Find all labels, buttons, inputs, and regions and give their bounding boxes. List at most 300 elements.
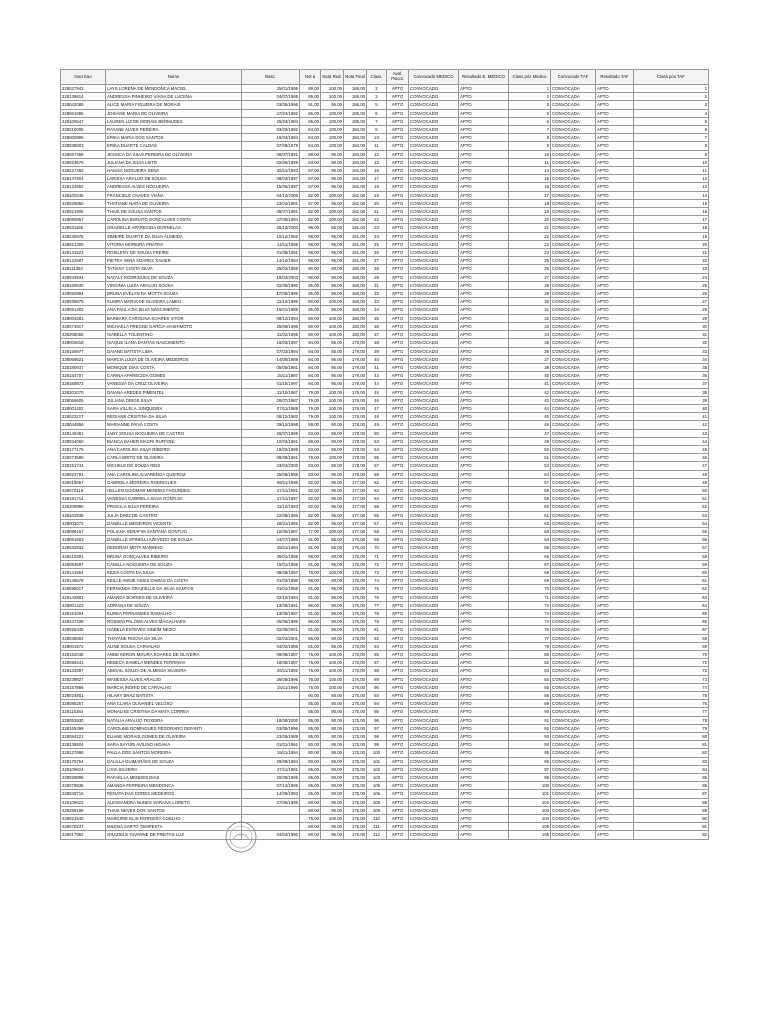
table-cell: CONVOCADO — [409, 733, 459, 741]
table-row — [61, 322, 709, 330]
table-cell: APTO — [596, 503, 634, 511]
table-cell: 82 — [634, 749, 709, 757]
table-cell: 16 — [367, 167, 387, 175]
table-cell: 91 — [509, 716, 551, 724]
table-cell: CONVOCADO — [409, 216, 459, 224]
table-cell: APTO — [459, 355, 509, 363]
table-row — [61, 437, 709, 445]
table-cell: 176,00 — [344, 610, 367, 618]
table-cell: SARA VILLELA JUNQUEIRA — [106, 404, 242, 412]
table-cell: 7 — [509, 126, 551, 134]
table-cell: APTO — [387, 667, 409, 675]
table-cell: APTO — [387, 765, 409, 773]
table-cell: 81 — [634, 741, 709, 749]
table-cell: 44 — [509, 404, 551, 412]
table-cell: CONVOCADO — [409, 519, 459, 527]
table-cell: 175,00 — [344, 733, 367, 741]
table-cell: 228025850 — [61, 199, 106, 207]
table-cell: 228116384 — [61, 708, 106, 716]
table-cell: 25/11/1993 — [242, 167, 300, 175]
table-cell: ELMIRA MARIA DE OLIVEIRA LAMEU — [106, 298, 242, 306]
table-cell: 80,00 — [300, 331, 321, 339]
table-cell: 95,00 — [321, 372, 344, 380]
table-cell: 228122687 — [61, 257, 106, 265]
table-cell: APTO — [387, 167, 409, 175]
table-cell: CONVOCADA — [551, 692, 596, 700]
table-cell: 16/04/1994 — [242, 134, 300, 142]
table-cell: APTO — [596, 692, 634, 700]
table-cell: 10/03/1991 — [242, 437, 300, 445]
table-cell: 37 — [634, 380, 709, 388]
table-cell: 71 — [634, 659, 709, 667]
table-cell: 100,00 — [321, 815, 344, 823]
table-cell: 90,00 — [321, 765, 344, 773]
table-cell: APTO — [596, 790, 634, 798]
table-row — [61, 355, 709, 363]
table-row — [61, 692, 709, 700]
table-cell: CONVOCADO — [409, 741, 459, 749]
table-cell: 11 — [509, 158, 551, 166]
table-cell: 86,00 — [300, 249, 321, 257]
table-cell: 228138504 — [61, 741, 106, 749]
table-cell: CONVOCADO — [409, 208, 459, 216]
table-cell: 101 — [367, 757, 387, 765]
table-cell: 89 — [367, 675, 387, 683]
table-cell: 28 — [367, 265, 387, 273]
table-cell: 37 — [509, 355, 551, 363]
table-cell: 95,00 — [321, 610, 344, 618]
table-cell: 184,00 — [344, 126, 367, 134]
table-cell: 69 — [509, 577, 551, 585]
table-cell: APTO — [387, 815, 409, 823]
table-cell: 85,00 — [321, 339, 344, 347]
table-cell: 228146579 — [61, 577, 106, 585]
table-cell: 83,00 — [300, 445, 321, 453]
table-cell: 40 — [509, 372, 551, 380]
table-cell: APTO — [387, 757, 409, 765]
table-cell: 100,00 — [321, 651, 344, 659]
table-row — [61, 610, 709, 618]
table-cell: 228227492 — [61, 167, 106, 175]
table-row — [61, 798, 709, 806]
table-cell: 95,00 — [321, 757, 344, 765]
table-cell: 90,00 — [321, 577, 344, 585]
table-cell: 86,00 — [300, 601, 321, 609]
table-cell: CONVOCADO — [409, 183, 459, 191]
table-cell: 100,00 — [321, 298, 344, 306]
table-cell: MARCIA INGRID DE CARVALHO — [106, 683, 242, 691]
table-cell: 100,00 — [321, 109, 344, 117]
table-cell: APTO — [387, 610, 409, 618]
table-cell: 02/06/2001 — [242, 626, 300, 634]
table-cell: 4 — [634, 109, 709, 117]
table-cell: MARCIRIE ELIS FERREIRA COELHO — [106, 815, 242, 823]
table-cell: RAYANE ALVES PEREIRA — [106, 126, 242, 134]
table-row — [61, 421, 709, 429]
table-cell: CONVOCADA — [551, 495, 596, 503]
table-cell: ELIANE MORAIS GOMES DE OLIVEIRA — [106, 733, 242, 741]
table-cell: 65 — [634, 610, 709, 618]
table-cell: 19 — [634, 232, 709, 240]
table-cell: CONVOCADA — [551, 601, 596, 609]
table-cell: CONVOCADA — [551, 281, 596, 289]
table-cell: 95,00 — [321, 470, 344, 478]
table-cell: 177,00 — [344, 511, 367, 519]
table-cell: CONVOCADA — [551, 142, 596, 150]
table-cell: 52 — [634, 503, 709, 511]
table-cell: 29/12/1998 — [242, 421, 300, 429]
table-cell: LARISSA ARAUJO DE SOUSA — [106, 175, 242, 183]
table-cell: APTO — [459, 388, 509, 396]
table-cell: APTO — [596, 601, 634, 609]
table-cell: 228001423 — [61, 601, 106, 609]
table-cell: 95,00 — [321, 232, 344, 240]
table-cell: APTO — [459, 372, 509, 380]
table-cell: 18 — [509, 199, 551, 207]
table-cell: 176,00 — [344, 536, 367, 544]
table-cell: 62 — [509, 519, 551, 527]
table-cell: APTO — [387, 404, 409, 412]
table-row — [61, 388, 709, 396]
table-cell: APTO — [596, 331, 634, 339]
table-cell: 228080857 — [61, 216, 106, 224]
table-cell: 38 — [367, 339, 387, 347]
table-cell: APTO — [387, 421, 409, 429]
table-cell: 95,00 — [321, 150, 344, 158]
table-cell: 11/10/1987 — [242, 388, 300, 396]
table-cell: 8 — [634, 142, 709, 150]
table-cell: 31 — [367, 281, 387, 289]
table-cell: 228004281 — [61, 314, 106, 322]
table-cell: CONVOCADA — [551, 273, 596, 281]
table-cell: TATIANY COSTA SILVA — [106, 265, 242, 273]
table-cell: CONVOCADA — [551, 298, 596, 306]
table-cell: CONVOCADA — [551, 150, 596, 158]
table-cell: 90,00 — [321, 708, 344, 716]
table-cell: 22 — [367, 216, 387, 224]
table-cell: APTO — [459, 462, 509, 470]
table-cell: 57 — [634, 544, 709, 552]
table-cell: 228024801 — [61, 692, 106, 700]
table-cell: 25/03/1998 — [242, 265, 300, 273]
table-cell: 78 — [634, 716, 709, 724]
table-cell: APTO — [459, 183, 509, 191]
table-row — [61, 511, 709, 519]
table-cell: 14/05/1988 — [242, 355, 300, 363]
table-cell: 228049716 — [61, 790, 106, 798]
table-row — [61, 774, 709, 782]
table-cell: CONVOCADO — [409, 331, 459, 339]
table-cell: 28/01/1992 — [242, 519, 300, 527]
table-cell: 87 — [367, 659, 387, 667]
table-row — [61, 478, 709, 486]
table-cell: APTO — [459, 437, 509, 445]
table-cell: 228084221 — [61, 733, 106, 741]
table-row — [61, 831, 709, 839]
table-cell: 228105622 — [61, 798, 106, 806]
table-cell: 178,00 — [344, 421, 367, 429]
table-cell: CONVOCADO — [409, 306, 459, 314]
table-cell: APTO — [596, 815, 634, 823]
table-cell: APTO — [387, 536, 409, 544]
table-row — [61, 700, 709, 708]
table-cell: 94,00 — [300, 347, 321, 355]
table-cell: 36 — [634, 372, 709, 380]
table-cell: 176,00 — [344, 552, 367, 560]
table-cell: 6 — [509, 117, 551, 125]
table-cell: APTO — [459, 445, 509, 453]
col-class-pos-taf: Class pós TAF — [634, 70, 709, 85]
table-cell: CONVOCADA — [551, 372, 596, 380]
table-cell: 54 — [367, 445, 387, 453]
table-cell: 45 — [634, 445, 709, 453]
table-cell: 60 — [509, 503, 551, 511]
table-cell: 6 — [367, 109, 387, 117]
table-cell: 42 — [509, 388, 551, 396]
table-cell: 67 — [509, 560, 551, 568]
table-cell: 228109624 — [61, 765, 106, 773]
table-cell: 22/08/1996 — [242, 511, 300, 519]
table-cell: CONVOCADO — [409, 150, 459, 158]
table-cell: CONVOCADO — [409, 544, 459, 552]
table-cell: 63 — [367, 486, 387, 494]
table-cell: 25/11/1994 — [242, 544, 300, 552]
table-cell: CONVOCADO — [409, 454, 459, 462]
table-cell: 228032832 — [61, 544, 106, 552]
table-cell: APTO — [596, 445, 634, 453]
table-cell: APTO — [459, 765, 509, 773]
table-cell: RENATA DAS DORES MEDEIROS — [106, 790, 242, 798]
table-cell: 33 — [509, 322, 551, 330]
table-cell: 80,00 — [300, 298, 321, 306]
table-cell: CONVOCADO — [409, 249, 459, 257]
table-cell: 100,00 — [321, 322, 344, 330]
table-cell: 176,00 — [344, 568, 367, 576]
table-cell: 228051302 — [61, 306, 106, 314]
table-cell: APTO — [387, 142, 409, 150]
table-cell: 82,00 — [300, 216, 321, 224]
table-cell: 228000998 — [61, 134, 106, 142]
table-cell: APTO — [387, 798, 409, 806]
table-cell: CONVOCADO — [409, 134, 459, 142]
table-cell: CONVOCADA — [551, 380, 596, 388]
table-cell: 25/01/1995 — [242, 85, 300, 93]
table-cell: APTO — [387, 642, 409, 650]
table-cell: APTO — [387, 134, 409, 142]
table-cell: 96 — [367, 716, 387, 724]
table-cell: APTO — [387, 454, 409, 462]
table-row — [61, 585, 709, 593]
table-cell: APTO — [596, 93, 634, 101]
table-cell: 94 — [367, 700, 387, 708]
table-cell: 93,00 — [300, 158, 321, 166]
table-cell: 182,00 — [344, 199, 367, 207]
table-cell: 86,00 — [300, 618, 321, 626]
table-cell: 100,00 — [321, 216, 344, 224]
table-cell: 84 — [367, 642, 387, 650]
table-cell: APTO — [459, 134, 509, 142]
table-row — [61, 552, 709, 560]
table-cell: 86,00 — [300, 552, 321, 560]
table-cell: 23 — [509, 240, 551, 248]
table-cell: APTO — [459, 322, 509, 330]
table-cell: APTO — [459, 347, 509, 355]
table-cell: 01/08/1991 — [242, 249, 300, 257]
table-cell: 09/08/1987 — [242, 651, 300, 659]
table-cell: 65 — [509, 544, 551, 552]
table-cell: CONVOCADA — [551, 454, 596, 462]
table-cell: LAYS LORENA DE MENDONCA MACIEL — [106, 85, 242, 93]
table-cell: 100,00 — [321, 675, 344, 683]
table-cell: 176,00 — [344, 618, 367, 626]
table-cell: APTO — [459, 363, 509, 371]
table-cell: CONVOCADO — [409, 642, 459, 650]
table-cell: 228028899 — [61, 774, 106, 782]
table-cell: 04/02/1986 — [242, 642, 300, 650]
table-cell: EUREA FERNANDES RAMALHO — [106, 610, 242, 618]
table-cell: 03/05/1996 — [242, 101, 300, 109]
table-cell: WANESSA ALVES ARAUJO — [106, 675, 242, 683]
table-cell: 54 — [634, 519, 709, 527]
table-cell: 18 — [367, 183, 387, 191]
table-cell: 228133397 — [61, 667, 106, 675]
table-cell: 89 — [634, 806, 709, 814]
table-cell: 95,00 — [321, 199, 344, 207]
table-cell: 7 — [634, 134, 709, 142]
table-cell: 180,00 — [344, 331, 367, 339]
table-cell: APTO — [459, 593, 509, 601]
table-cell: 5 — [367, 101, 387, 109]
table-cell: 88,00 — [300, 437, 321, 445]
table-cell: CONVOCADA — [551, 593, 596, 601]
table-cell: CONVOCADO — [409, 511, 459, 519]
table-cell: JULIANA DA SILVA LEITE — [106, 158, 242, 166]
table-cell: 79,00 — [300, 404, 321, 412]
table-cell: 176,00 — [344, 634, 367, 642]
table-cell: CONVOCADA — [551, 659, 596, 667]
table-cell: 179,00 — [344, 363, 367, 371]
table-cell: 14/09/1993 — [242, 790, 300, 798]
table-cell: CONVOCADA — [551, 232, 596, 240]
table-cell: 97 — [509, 765, 551, 773]
table-cell: APTO — [459, 224, 509, 232]
table-cell: 228157886 — [61, 683, 106, 691]
table-cell: CONVOCADA — [551, 642, 596, 650]
table-row — [61, 175, 709, 183]
table-cell: THAIS NEVES DOS SANTOS — [106, 806, 242, 814]
table-cell: 14/11/1999 — [242, 240, 300, 248]
table-cell: APTO — [459, 117, 509, 125]
table-cell: CONVOCADO — [409, 478, 459, 486]
table-cell: 93 — [367, 692, 387, 700]
table-cell: 180,00 — [344, 265, 367, 273]
table-cell: CONVOCADA — [551, 790, 596, 798]
table-cell: 92 — [509, 724, 551, 732]
table-cell: CONVOCADO — [409, 667, 459, 675]
table-cell: 85,00 — [300, 765, 321, 773]
table-cell: 85,00 — [300, 733, 321, 741]
table-cell: HAISSA NOGUEIRA SENA — [106, 167, 242, 175]
table-cell: APTO — [387, 101, 409, 109]
table-cell: 74 — [367, 577, 387, 585]
table-cell: 178,00 — [344, 445, 367, 453]
table-cell: 82,00 — [300, 511, 321, 519]
table-cell: 82,00 — [300, 191, 321, 199]
table-cell: 111 — [367, 823, 387, 831]
table-cell: 89 — [509, 700, 551, 708]
table-cell: 100,00 — [321, 527, 344, 535]
table-cell: 24/07/1990 — [242, 536, 300, 544]
table-cell: 85,00 — [300, 290, 321, 298]
table-cell: 11/02/1995 — [242, 331, 300, 339]
table-cell: APTO — [387, 199, 409, 207]
table-cell: APTO — [596, 396, 634, 404]
table-cell: 80,00 — [300, 314, 321, 322]
table-cell: 175,00 — [344, 757, 367, 765]
table-cell: JADY SOUSA NOGUEIRA DE CASTRO — [106, 429, 242, 437]
table-cell: CONVOCADO — [409, 552, 459, 560]
table-cell: 27/06/1996 — [242, 798, 300, 806]
table-cell: APTO — [387, 331, 409, 339]
table-cell: 228095017 — [61, 585, 106, 593]
table-cell: MARIANNE PAIVA COSTA — [106, 421, 242, 429]
table-cell: CONVOCADA — [551, 585, 596, 593]
table-cell: 43 — [367, 372, 387, 380]
table-cell: 42 — [634, 421, 709, 429]
col-nota: Not a — [300, 70, 321, 85]
table-cell: APTO — [596, 683, 634, 691]
table-cell: APTO — [596, 126, 634, 134]
table-cell: APTO — [387, 240, 409, 248]
table-cell: 228089157 — [61, 527, 106, 535]
table-cell: 228247338 — [61, 618, 106, 626]
table-row — [61, 281, 709, 289]
table-cell: APTO — [596, 175, 634, 183]
table-cell: APTO — [459, 290, 509, 298]
col-inscricao: Inscricao — [61, 70, 106, 85]
table-cell: 26/07/1999 — [242, 429, 300, 437]
table-cell: CONVOCADO — [409, 716, 459, 724]
table-cell: CONVOCADA — [551, 117, 596, 125]
table-cell: 95,00 — [321, 363, 344, 371]
table-cell: APTO — [596, 495, 634, 503]
table-cell: APTO — [596, 741, 634, 749]
table-cell: 90 — [509, 708, 551, 716]
table-cell: DALILLA GUIMARÃES DE SOUZA — [106, 757, 242, 765]
table-cell: CONVOCADO — [409, 93, 459, 101]
table-cell: 90,00 — [321, 733, 344, 741]
table-cell: APTO — [596, 413, 634, 421]
table-cell: APTO — [387, 486, 409, 494]
table-cell: CONVOCADO — [409, 117, 459, 125]
table-cell: APTO — [459, 101, 509, 109]
table-cell: 181,00 — [344, 257, 367, 265]
table-cell: CONVOCADA — [551, 667, 596, 675]
table-cell: CONVOCADO — [409, 232, 459, 240]
table-cell — [242, 708, 300, 716]
table-cell: APTO — [596, 249, 634, 257]
table-cell: 45 — [509, 413, 551, 421]
table-cell: VANESSA GABRIELA SILVA GONTIJO — [106, 495, 242, 503]
table-cell: KEZIA COSTA DA SILVA — [106, 568, 242, 576]
table-row — [61, 626, 709, 634]
table-cell: 90,00 — [321, 618, 344, 626]
table-row — [61, 109, 709, 117]
table-cell: APTO — [387, 126, 409, 134]
table-cell: 02/06/1999 — [242, 158, 300, 166]
col-nota-final: Nota Final — [344, 70, 367, 85]
table-cell: 97 — [367, 724, 387, 732]
